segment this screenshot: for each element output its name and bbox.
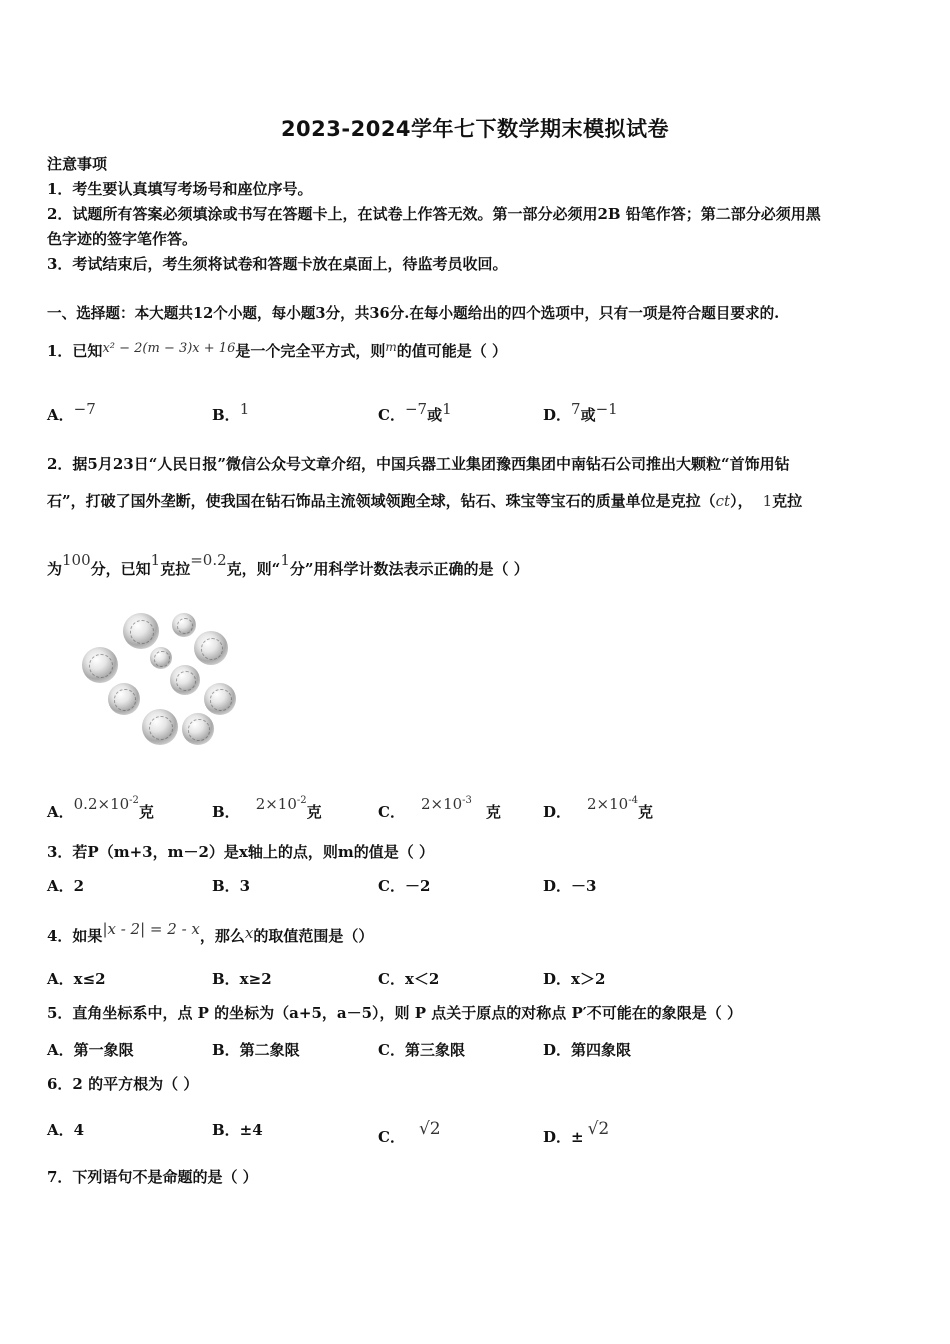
q4-option-d[interactable]: D．x＞2 xyxy=(543,970,606,988)
option-value: 7 xyxy=(571,400,581,418)
notes-item-2-cont: 色字迹的签字笔作答。 xyxy=(47,230,198,248)
option-label: B． xyxy=(212,803,240,821)
option-exponent: -4 xyxy=(628,795,638,806)
q6-option-b[interactable]: B．±4 xyxy=(212,1121,263,1139)
diamond xyxy=(170,665,200,695)
option-value: −1 xyxy=(595,400,618,418)
q1-option-a[interactable] xyxy=(47,400,96,425)
q2-unit-ct: ct xyxy=(715,492,731,510)
q6-option-c[interactable] xyxy=(378,1119,441,1147)
q4-expression: |x - 2| = 2 - x xyxy=(102,920,200,938)
option-unit: 克 xyxy=(637,803,653,821)
option-label: C． xyxy=(378,1128,405,1146)
q2-number: 1 xyxy=(150,551,161,569)
q3-option-c[interactable]: C．－2 xyxy=(378,877,431,895)
section-heading: 一、选择题：本大题共12个小题，每小题3分，共36分.在每小题给出的四个选项中，只有一项是符合题目要求的. xyxy=(47,305,780,322)
question-7: 7．下列语句不是命题的是（ ） xyxy=(47,1168,258,1186)
q6-option-a[interactable]: A．4 xyxy=(47,1121,85,1139)
diamond xyxy=(142,709,178,745)
question-6: 6．2 的平方根为（ ） xyxy=(47,1075,199,1093)
question-5: 5．直角坐标系中，点 P 的坐标为（a+5，a－5），则 P 点关于原点的对称点 P′不可能在的象限是（ ） xyxy=(47,1004,742,1022)
option-value: 1 xyxy=(239,400,250,418)
q4-option-a[interactable]: A．x≤2 xyxy=(47,970,106,988)
q6-option-d[interactable] xyxy=(543,1119,609,1147)
option-exponent: -3 xyxy=(462,795,472,806)
q4-option-b[interactable]: B．x≥2 xyxy=(212,970,272,988)
notes-item-1: 1．考生要认真填写考场号和座位序号。 xyxy=(47,180,313,198)
option-value: −7 xyxy=(404,400,428,418)
q1-middle: 是一个完全平方式，则 xyxy=(235,342,386,360)
option-exponent: -2 xyxy=(129,795,139,806)
q2-option-c[interactable] xyxy=(378,795,501,822)
q5-option-a[interactable]: A．第一象限 xyxy=(47,1041,134,1059)
q4-variable: x xyxy=(244,924,254,942)
question-2-line-1: 2．据5月23日“人民日报”微信公众号文章介绍，中国兵器工业集团豫西集团中南钻石公司推出大颗粒“首饰用钻 xyxy=(47,455,790,473)
q1-variable: m xyxy=(385,340,397,354)
q1-option-b[interactable] xyxy=(212,400,249,425)
notes-item-2: 2．试题所有答案必须填涂或书写在答题卡上，在试卷上作答无效。第一部分必须用2B 铅笔作答；第二部分必须用黑 xyxy=(47,205,821,223)
option-label: D． xyxy=(543,803,572,821)
q2-text: 分”用科学计数法表示正确的是（ ） xyxy=(289,560,529,578)
q2-text: 克，则“ xyxy=(226,560,281,578)
diamond xyxy=(108,683,140,715)
q1-option-d[interactable] xyxy=(543,400,618,425)
q1-option-c[interactable] xyxy=(378,400,452,425)
q4-suffix: 的取值范围是（） xyxy=(253,927,374,945)
q1-prefix: 1．已知 xyxy=(47,342,103,360)
option-unit: 克 xyxy=(138,803,154,821)
q2-text: 克拉 xyxy=(160,560,191,578)
page-title: 2023-2024学年七下数学期末模拟试卷 xyxy=(280,117,670,141)
q3-option-b[interactable]: B．3 xyxy=(212,877,251,895)
q2-text: 克拉 xyxy=(772,492,803,510)
q4-option-c[interactable]: C．x＜2 xyxy=(378,970,440,988)
option-value: √2 xyxy=(418,1119,441,1139)
q5-option-d[interactable]: D．第四象限 xyxy=(543,1041,632,1059)
q2-number: =0.2 xyxy=(190,551,227,569)
option-or: 或 xyxy=(580,406,596,424)
option-value: −7 xyxy=(73,400,96,418)
notes-item-3: 3．考试结束后，考生须将试卷和答题卡放在桌面上，待监考员收回。 xyxy=(47,255,508,273)
q2-text: 石”，打破了国外垄断，使我国在钻石饰品主流领域领跑全球，钻石、珠宝等宝石的质量单位是克拉（ xyxy=(47,492,716,510)
diamond xyxy=(194,631,228,665)
q3-option-d[interactable]: D．－3 xyxy=(543,877,597,895)
diamond xyxy=(82,647,118,683)
option-unit: 克 xyxy=(306,803,322,821)
option-or: 或 xyxy=(427,406,443,424)
q2-number: 1 xyxy=(280,551,290,569)
option-label: C． xyxy=(378,406,405,424)
q1-suffix: 的值可能是（ ） xyxy=(396,342,507,360)
q2-option-d[interactable] xyxy=(543,795,653,822)
question-4 xyxy=(47,920,373,946)
q4-middle: ，那么 xyxy=(199,927,245,945)
option-exponent: -2 xyxy=(296,795,307,806)
q2-text: 分，已知 xyxy=(90,560,151,578)
q3-option-a[interactable]: A．2 xyxy=(47,877,85,895)
option-label: D．± xyxy=(543,1128,584,1146)
q5-option-b[interactable]: B．第二象限 xyxy=(212,1041,300,1059)
option-value: 2×10 xyxy=(255,795,297,813)
option-label: B． xyxy=(212,406,240,424)
option-label: C． xyxy=(378,803,405,821)
option-value: 0.2×10 xyxy=(73,795,130,813)
q4-prefix: 4．如果 xyxy=(47,927,103,945)
option-value: 2×10 xyxy=(420,795,463,813)
q1-expression: x² − 2(m − 3)x + 16 xyxy=(102,341,236,356)
q2-text: ）， xyxy=(730,492,753,510)
q2-option-a[interactable] xyxy=(47,795,154,822)
option-unit: 克 xyxy=(485,803,501,821)
question-2-line-2 xyxy=(47,490,802,511)
question-2-line-3 xyxy=(47,545,529,584)
q2-text: 为 xyxy=(47,560,63,578)
diamond xyxy=(172,613,196,637)
q5-option-c[interactable]: C．第三象限 xyxy=(378,1041,465,1059)
option-value: 2×10 xyxy=(587,795,629,813)
option-value: 1 xyxy=(442,400,452,418)
q2-option-b[interactable] xyxy=(212,795,322,822)
option-label: A． xyxy=(47,803,74,821)
notes-heading: 注意事项 xyxy=(47,155,108,173)
option-label: D． xyxy=(543,406,572,424)
q2-number: 100 xyxy=(62,551,91,569)
option-label: A． xyxy=(47,406,74,424)
option-value: √2 xyxy=(587,1119,610,1139)
q2-number: 1 xyxy=(762,492,773,510)
diamond xyxy=(204,683,236,715)
question-1 xyxy=(47,340,507,361)
question-3: 3．若P（m+3，m－2）是x轴上的点，则m的值是（ ） xyxy=(47,843,434,861)
diamond xyxy=(182,713,214,745)
diamonds-image xyxy=(78,605,243,750)
diamond xyxy=(123,613,159,649)
diamond xyxy=(150,647,172,669)
